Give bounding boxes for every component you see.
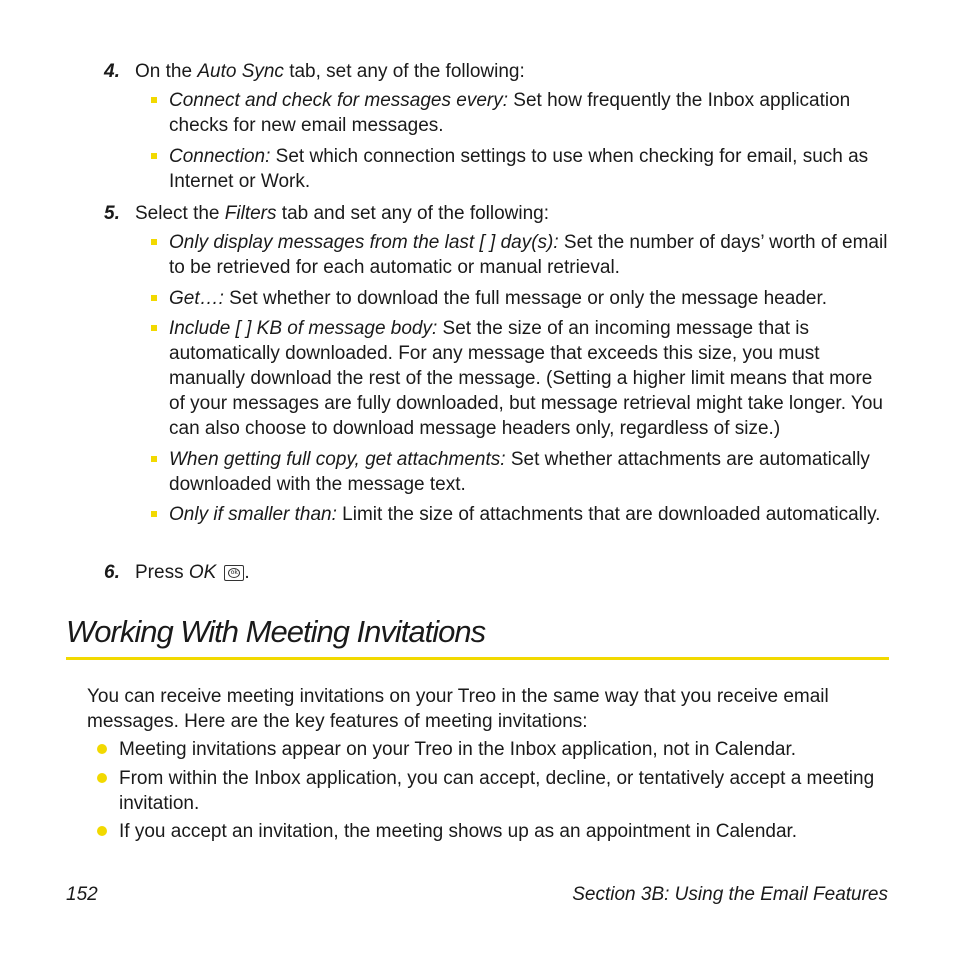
round-bullet-icon [97, 826, 107, 836]
step-text: Select the Filters tab and set any of the following: [135, 203, 550, 224]
setting-description: Set the size of an incoming message that is automatically downloaded. For any message that exceeds this size, you must manually download the rest of the message. (Setting a higher limit means that more of your messages are fully downloaded, but message retrieval might take longer. You can also choose to download message headers only, regardless of size.) [169, 318, 883, 439]
round-bullet-icon [97, 773, 107, 783]
setting-description: Set how frequently the Inbox application checks for new email messages. [169, 90, 851, 136]
round-bullet-icon [97, 744, 107, 754]
step-text: Press OK ok . [135, 562, 250, 583]
tab-name: Auto Sync [197, 61, 284, 82]
step-number: 5. [104, 203, 120, 224]
square-bullet-icon [151, 239, 157, 245]
bullet-text: From within the Inbox application, you can accept, decline, or tentatively accept a meeting invitation. [119, 768, 875, 814]
setting-description: Set the number of days’ worth of email to be retrieved for each automatic or manual retrieval. [169, 232, 888, 278]
setting-label: Get…: [169, 288, 224, 309]
square-bullet-icon [151, 295, 157, 301]
intro-paragraph: You can receive meeting invitations on your Treo in the same way that you receive email messages. Here are the key features of meeting invitations: [87, 686, 829, 732]
setting-label: Connect and check for messages every: [169, 90, 509, 111]
ok-key-icon: ok [224, 565, 244, 581]
square-bullet-icon [151, 456, 157, 462]
step-text: On the Auto Sync tab, set any of the following: [135, 61, 525, 82]
setting-description: Limit the size of attachments that are downloaded automatically. [336, 504, 881, 525]
setting-label: Only display messages from the last [ ] day(s): [169, 232, 559, 253]
section-label: Section 3B: Using the Email Features [572, 884, 888, 905]
tab-name: Filters [224, 203, 277, 224]
page-number: 152 [66, 884, 98, 905]
section-heading: Working With Meeting Invitations [66, 614, 486, 649]
square-bullet-icon [151, 325, 157, 331]
square-bullet-icon [151, 153, 157, 159]
setting-description: Set which connection settings to use when checking for email, such as Internet or Work. [169, 146, 869, 192]
setting-label: Connection: [169, 146, 271, 167]
square-bullet-icon [151, 511, 157, 517]
setting-description: Set whether attachments are automatically downloaded with the message text. [169, 449, 870, 495]
setting-description: Set whether to download the full message or only the message header. [223, 288, 827, 309]
bullet-text: Meeting invitations appear on your Treo in the Inbox application, not in Calendar. [119, 739, 797, 760]
key-name: OK [188, 562, 217, 583]
bullet-text: If you accept an invitation, the meeting shows up as an appointment in Calendar. [119, 821, 798, 842]
setting-label: When getting full copy, get attachments: [169, 449, 506, 470]
setting-label: Include [ ] KB of message body: [169, 318, 438, 339]
heading-rule [66, 657, 889, 660]
square-bullet-icon [151, 97, 157, 103]
step-number: 4. [104, 61, 120, 82]
step-number: 6. [104, 562, 120, 583]
setting-label: Only if smaller than: [169, 504, 337, 525]
